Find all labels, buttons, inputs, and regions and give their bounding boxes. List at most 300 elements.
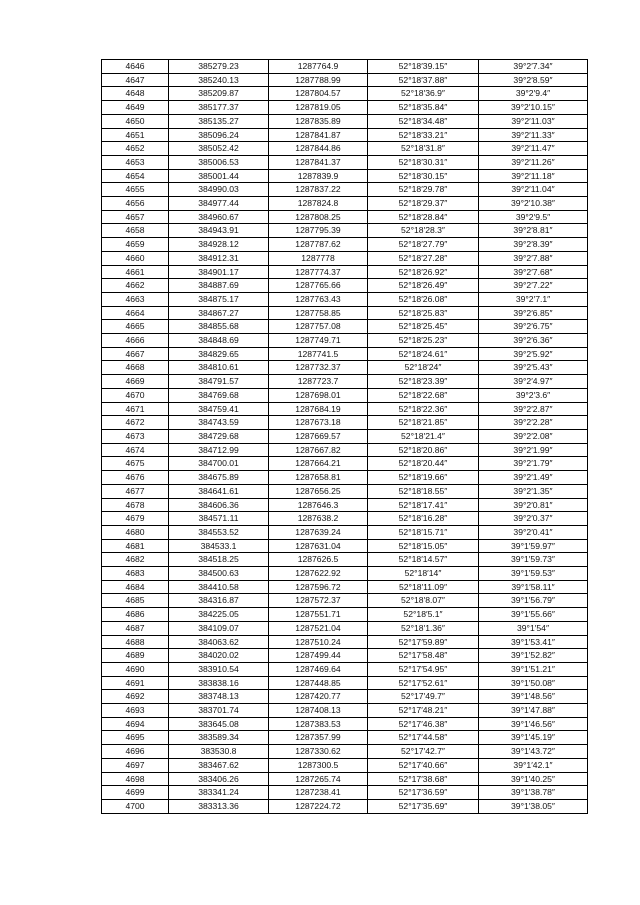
x-coordinate-cell: 384855.68 (169, 320, 269, 334)
longitude-cell: 39°1′43.72″ (479, 745, 588, 759)
x-coordinate-cell: 383838.16 (169, 676, 269, 690)
table-row (102, 87, 588, 101)
x-coordinate-cell: 384928.12 (169, 238, 269, 252)
x-coordinate-cell: 383467.62 (169, 758, 269, 772)
table-row (102, 772, 588, 786)
longitude-cell: 39°1′59.73″ (479, 553, 588, 567)
longitude-cell: 39°2′10.15″ (479, 101, 588, 115)
table-row (102, 101, 588, 115)
point-number-cell: 4648 (102, 87, 169, 101)
latitude-cell: 52°17′52.61″ (368, 676, 479, 690)
latitude-cell: 52°17′36.59″ (368, 786, 479, 800)
x-coordinate-cell: 384571.11 (169, 512, 269, 526)
latitude-cell: 52°18′15.05″ (368, 539, 479, 553)
table-row (102, 416, 588, 430)
x-coordinate-cell: 385001.44 (169, 169, 269, 183)
x-coordinate-cell: 385177.37 (169, 101, 269, 115)
longitude-cell: 39°2′1.79″ (479, 457, 588, 471)
point-number-cell: 4651 (102, 128, 169, 142)
longitude-cell: 39°2′1.35″ (479, 484, 588, 498)
table-row (102, 265, 588, 279)
table-row (102, 429, 588, 443)
table-row (102, 690, 588, 704)
longitude-cell: 39°2′5.92″ (479, 347, 588, 361)
latitude-cell: 52°18′22.36″ (368, 402, 479, 416)
y-coordinate-cell: 1287596.72 (269, 580, 368, 594)
y-coordinate-cell: 1287774.37 (269, 265, 368, 279)
x-coordinate-cell: 384729.68 (169, 429, 269, 443)
point-number-cell: 4662 (102, 279, 169, 293)
latitude-cell: 52°18′5.1″ (368, 608, 479, 622)
latitude-cell: 52°18′24.61″ (368, 347, 479, 361)
x-coordinate-cell: 384867.27 (169, 306, 269, 320)
x-coordinate-cell: 383748.13 (169, 690, 269, 704)
table-row (102, 484, 588, 498)
point-number-cell: 4679 (102, 512, 169, 526)
longitude-cell: 39°1′56.79″ (479, 594, 588, 608)
latitude-cell: 52°18′22.68″ (368, 388, 479, 402)
y-coordinate-cell: 1287804.57 (269, 87, 368, 101)
longitude-cell: 39°1′47.88″ (479, 704, 588, 718)
x-coordinate-cell: 383406.26 (169, 772, 269, 786)
latitude-cell: 52°18′23.39″ (368, 375, 479, 389)
point-number-cell: 4692 (102, 690, 169, 704)
x-coordinate-cell: 385135.27 (169, 114, 269, 128)
x-coordinate-cell: 384887.69 (169, 279, 269, 293)
longitude-cell: 39°1′45.19″ (479, 731, 588, 745)
x-coordinate-cell: 385209.87 (169, 87, 269, 101)
point-number-cell: 4671 (102, 402, 169, 416)
table-row (102, 320, 588, 334)
latitude-cell: 52°18′28.3″ (368, 224, 479, 238)
latitude-cell: 52°17′46.38″ (368, 717, 479, 731)
point-number-cell: 4666 (102, 334, 169, 348)
y-coordinate-cell: 1287765.66 (269, 279, 368, 293)
table-row (102, 635, 588, 649)
table-row (102, 60, 588, 74)
latitude-cell: 52°18′17.41″ (368, 498, 479, 512)
longitude-cell: 39°2′7.88″ (479, 251, 588, 265)
y-coordinate-cell: 1287723.7 (269, 375, 368, 389)
latitude-cell: 52°18′1.36″ (368, 621, 479, 635)
x-coordinate-cell: 383645.08 (169, 717, 269, 731)
point-number-cell: 4672 (102, 416, 169, 430)
longitude-cell: 39°2′8.81″ (479, 224, 588, 238)
y-coordinate-cell: 1287626.5 (269, 553, 368, 567)
table-row (102, 292, 588, 306)
latitude-cell: 52°18′28.84″ (368, 210, 479, 224)
y-coordinate-cell: 1287300.5 (269, 758, 368, 772)
table-row (102, 745, 588, 759)
latitude-cell: 52°17′35.69″ (368, 799, 479, 813)
latitude-cell: 52°18′35.84″ (368, 101, 479, 115)
y-coordinate-cell: 1287763.43 (269, 292, 368, 306)
point-number-cell: 4663 (102, 292, 169, 306)
longitude-cell: 39°1′40.25″ (479, 772, 588, 786)
longitude-cell: 39°2′2.28″ (479, 416, 588, 430)
point-number-cell: 4674 (102, 443, 169, 457)
table-row (102, 621, 588, 635)
table-row (102, 758, 588, 772)
latitude-cell: 52°18′33.21″ (368, 128, 479, 142)
point-number-cell: 4646 (102, 60, 169, 74)
x-coordinate-cell: 384063.62 (169, 635, 269, 649)
x-coordinate-cell: 384769.68 (169, 388, 269, 402)
y-coordinate-cell: 1287819.05 (269, 101, 368, 115)
longitude-cell: 39°1′46.56″ (479, 717, 588, 731)
table-row (102, 128, 588, 142)
longitude-cell: 39°2′10.38″ (479, 197, 588, 211)
longitude-cell: 39°1′38.05″ (479, 799, 588, 813)
y-coordinate-cell: 1287658.81 (269, 471, 368, 485)
latitude-cell: 52°18′20.44″ (368, 457, 479, 471)
latitude-cell: 52°17′54.95″ (368, 662, 479, 676)
point-number-cell: 4690 (102, 662, 169, 676)
longitude-cell: 39°1′55.66″ (479, 608, 588, 622)
point-number-cell: 4670 (102, 388, 169, 402)
longitude-cell: 39°1′53.41″ (479, 635, 588, 649)
x-coordinate-cell: 384641.61 (169, 484, 269, 498)
point-number-cell: 4655 (102, 183, 169, 197)
x-coordinate-cell: 384553.52 (169, 525, 269, 539)
point-number-cell: 4695 (102, 731, 169, 745)
y-coordinate-cell: 1287764.9 (269, 60, 368, 74)
x-coordinate-cell: 383910.54 (169, 662, 269, 676)
y-coordinate-cell: 1287787.62 (269, 238, 368, 252)
x-coordinate-cell: 383701.74 (169, 704, 269, 718)
x-coordinate-cell: 383530.8 (169, 745, 269, 759)
point-number-cell: 4653 (102, 155, 169, 169)
table-row (102, 525, 588, 539)
longitude-cell: 39°1′50.08″ (479, 676, 588, 690)
x-coordinate-cell: 385096.24 (169, 128, 269, 142)
point-number-cell: 4698 (102, 772, 169, 786)
latitude-cell: 52°18′20.86″ (368, 443, 479, 457)
longitude-cell: 39°2′7.34″ (479, 60, 588, 74)
longitude-cell: 39°2′8.39″ (479, 238, 588, 252)
longitude-cell: 39°2′0.81″ (479, 498, 588, 512)
table-row (102, 704, 588, 718)
table-row (102, 306, 588, 320)
longitude-cell: 39°2′6.75″ (479, 320, 588, 334)
x-coordinate-cell: 383313.36 (169, 799, 269, 813)
y-coordinate-cell: 1287639.24 (269, 525, 368, 539)
longitude-cell: 39°2′8.59″ (479, 73, 588, 87)
table-row (102, 567, 588, 581)
y-coordinate-cell: 1287448.85 (269, 676, 368, 690)
table-row (102, 553, 588, 567)
latitude-cell: 52°17′49.7″ (368, 690, 479, 704)
y-coordinate-cell: 1287673.18 (269, 416, 368, 430)
latitude-cell: 52°18′21.85″ (368, 416, 479, 430)
latitude-cell: 52°18′30.31″ (368, 155, 479, 169)
y-coordinate-cell: 1287757.08 (269, 320, 368, 334)
longitude-cell: 39°1′58.11″ (479, 580, 588, 594)
table-row (102, 799, 588, 813)
x-coordinate-cell: 384533.1 (169, 539, 269, 553)
longitude-cell: 39°1′38.78″ (479, 786, 588, 800)
table-row (102, 238, 588, 252)
y-coordinate-cell: 1287646.3 (269, 498, 368, 512)
longitude-cell: 39°2′0.37″ (479, 512, 588, 526)
table-row (102, 334, 588, 348)
y-coordinate-cell: 1287795.39 (269, 224, 368, 238)
point-number-cell: 4652 (102, 142, 169, 156)
longitude-cell: 39°2′5.43″ (479, 361, 588, 375)
table-row (102, 361, 588, 375)
point-number-cell: 4689 (102, 649, 169, 663)
latitude-cell: 52°17′58.48″ (368, 649, 479, 663)
table-row (102, 717, 588, 731)
x-coordinate-cell: 384791.57 (169, 375, 269, 389)
x-coordinate-cell: 384990.03 (169, 183, 269, 197)
x-coordinate-cell: 384712.99 (169, 443, 269, 457)
y-coordinate-cell: 1287383.53 (269, 717, 368, 731)
y-coordinate-cell: 1287839.9 (269, 169, 368, 183)
x-coordinate-cell: 385052.42 (169, 142, 269, 156)
point-number-cell: 4685 (102, 594, 169, 608)
latitude-cell: 52°18′19.66″ (368, 471, 479, 485)
point-number-cell: 4699 (102, 786, 169, 800)
point-number-cell: 4677 (102, 484, 169, 498)
longitude-cell: 39°2′7.68″ (479, 265, 588, 279)
latitude-cell: 52°18′29.37″ (368, 197, 479, 211)
latitude-cell: 52°18′25.23″ (368, 334, 479, 348)
x-coordinate-cell: 384743.59 (169, 416, 269, 430)
point-number-cell: 4647 (102, 73, 169, 87)
x-coordinate-cell: 384875.17 (169, 292, 269, 306)
y-coordinate-cell: 1287684.19 (269, 402, 368, 416)
y-coordinate-cell: 1287841.87 (269, 128, 368, 142)
x-coordinate-cell: 384316.87 (169, 594, 269, 608)
table-row (102, 512, 588, 526)
latitude-cell: 52°18′36.9″ (368, 87, 479, 101)
y-coordinate-cell: 1287669.57 (269, 429, 368, 443)
latitude-cell: 52°18′34.48″ (368, 114, 479, 128)
latitude-cell: 52°17′40.66″ (368, 758, 479, 772)
point-number-cell: 4664 (102, 306, 169, 320)
point-number-cell: 4680 (102, 525, 169, 539)
point-number-cell: 4673 (102, 429, 169, 443)
y-coordinate-cell: 1287664.21 (269, 457, 368, 471)
y-coordinate-cell: 1287469.64 (269, 662, 368, 676)
longitude-cell: 39°2′1.99″ (479, 443, 588, 457)
latitude-cell: 52°18′31.8″ (368, 142, 479, 156)
latitude-cell: 52°17′48.21″ (368, 704, 479, 718)
table-row (102, 251, 588, 265)
y-coordinate-cell: 1287835.89 (269, 114, 368, 128)
latitude-cell: 52°18′29.78″ (368, 183, 479, 197)
point-number-cell: 4661 (102, 265, 169, 279)
x-coordinate-cell: 384518.25 (169, 553, 269, 567)
y-coordinate-cell: 1287837.22 (269, 183, 368, 197)
longitude-cell: 39°2′11.33″ (479, 128, 588, 142)
longitude-cell: 39°1′59.53″ (479, 567, 588, 581)
point-number-cell: 4649 (102, 101, 169, 115)
y-coordinate-cell: 1287656.25 (269, 484, 368, 498)
coordinates-table (101, 59, 588, 814)
table-row (102, 786, 588, 800)
longitude-cell: 39°1′48.56″ (479, 690, 588, 704)
latitude-cell: 52°18′25.83″ (368, 306, 479, 320)
y-coordinate-cell: 1287698.01 (269, 388, 368, 402)
latitude-cell: 52°18′39.15″ (368, 60, 479, 74)
latitude-cell: 52°18′14.57″ (368, 553, 479, 567)
longitude-cell: 39°1′59.97″ (479, 539, 588, 553)
latitude-cell: 52°17′38.68″ (368, 772, 479, 786)
x-coordinate-cell: 384977.44 (169, 197, 269, 211)
latitude-cell: 52°18′25.45″ (368, 320, 479, 334)
point-number-cell: 4678 (102, 498, 169, 512)
point-number-cell: 4682 (102, 553, 169, 567)
latitude-cell: 52°18′26.49″ (368, 279, 479, 293)
y-coordinate-cell: 1287844.86 (269, 142, 368, 156)
latitude-cell: 52°17′59.89″ (368, 635, 479, 649)
longitude-cell: 39°2′3.6″ (479, 388, 588, 402)
point-number-cell: 4683 (102, 567, 169, 581)
x-coordinate-cell: 384943.91 (169, 224, 269, 238)
latitude-cell: 52°18′8.07″ (368, 594, 479, 608)
latitude-cell: 52°18′26.08″ (368, 292, 479, 306)
latitude-cell: 52°17′42.7″ (368, 745, 479, 759)
longitude-cell: 39°2′9.4″ (479, 87, 588, 101)
latitude-cell: 52°18′30.15″ (368, 169, 479, 183)
latitude-cell: 52°18′24″ (368, 361, 479, 375)
latitude-cell: 52°18′26.92″ (368, 265, 479, 279)
table-row (102, 594, 588, 608)
x-coordinate-cell: 384700.01 (169, 457, 269, 471)
point-number-cell: 4681 (102, 539, 169, 553)
point-number-cell: 4659 (102, 238, 169, 252)
y-coordinate-cell: 1287778 (269, 251, 368, 265)
x-coordinate-cell: 384848.69 (169, 334, 269, 348)
x-coordinate-cell: 384675.89 (169, 471, 269, 485)
longitude-cell: 39°1′52.82″ (479, 649, 588, 663)
longitude-cell: 39°2′7.22″ (479, 279, 588, 293)
table-row (102, 539, 588, 553)
table-row (102, 375, 588, 389)
table-row (102, 183, 588, 197)
y-coordinate-cell: 1287521.04 (269, 621, 368, 635)
longitude-cell: 39°2′0.41″ (479, 525, 588, 539)
longitude-cell: 39°2′11.18″ (479, 169, 588, 183)
longitude-cell: 39°2′6.36″ (479, 334, 588, 348)
table-row (102, 142, 588, 156)
x-coordinate-cell: 383341.24 (169, 786, 269, 800)
x-coordinate-cell: 385279.23 (169, 60, 269, 74)
point-number-cell: 4676 (102, 471, 169, 485)
y-coordinate-cell: 1287572.37 (269, 594, 368, 608)
latitude-cell: 52°18′11.09″ (368, 580, 479, 594)
point-number-cell: 4687 (102, 621, 169, 635)
latitude-cell: 52°18′27.28″ (368, 251, 479, 265)
y-coordinate-cell: 1287408.13 (269, 704, 368, 718)
y-coordinate-cell: 1287749.71 (269, 334, 368, 348)
point-number-cell: 4669 (102, 375, 169, 389)
x-coordinate-cell: 384829.65 (169, 347, 269, 361)
coordinates-table-body (102, 60, 588, 814)
table-row (102, 224, 588, 238)
x-coordinate-cell: 384606.36 (169, 498, 269, 512)
x-coordinate-cell: 384759.41 (169, 402, 269, 416)
x-coordinate-cell: 384410.58 (169, 580, 269, 594)
table-row (102, 662, 588, 676)
table-row (102, 498, 588, 512)
table-row (102, 457, 588, 471)
point-number-cell: 4654 (102, 169, 169, 183)
y-coordinate-cell: 1287357.99 (269, 731, 368, 745)
longitude-cell: 39°2′11.04″ (479, 183, 588, 197)
longitude-cell: 39°1′42.1″ (479, 758, 588, 772)
table-row (102, 114, 588, 128)
latitude-cell: 52°18′21.4″ (368, 429, 479, 443)
point-number-cell: 4665 (102, 320, 169, 334)
x-coordinate-cell: 384020.02 (169, 649, 269, 663)
longitude-cell: 39°1′54″ (479, 621, 588, 635)
longitude-cell: 39°1′51.21″ (479, 662, 588, 676)
table-row (102, 731, 588, 745)
point-number-cell: 4658 (102, 224, 169, 238)
longitude-cell: 39°2′11.03″ (479, 114, 588, 128)
longitude-cell: 39°2′7.1″ (479, 292, 588, 306)
latitude-cell: 52°18′37.88″ (368, 73, 479, 87)
table-row (102, 402, 588, 416)
table-row (102, 73, 588, 87)
y-coordinate-cell: 1287238.41 (269, 786, 368, 800)
table-row (102, 649, 588, 663)
x-coordinate-cell: 384225.05 (169, 608, 269, 622)
point-number-cell: 4691 (102, 676, 169, 690)
x-coordinate-cell: 384912.31 (169, 251, 269, 265)
table-row (102, 471, 588, 485)
x-coordinate-cell: 383589.34 (169, 731, 269, 745)
point-number-cell: 4675 (102, 457, 169, 471)
y-coordinate-cell: 1287510.24 (269, 635, 368, 649)
table-row (102, 347, 588, 361)
latitude-cell: 52°18′15.71″ (368, 525, 479, 539)
point-number-cell: 4668 (102, 361, 169, 375)
point-number-cell: 4688 (102, 635, 169, 649)
longitude-cell: 39°2′2.08″ (479, 429, 588, 443)
latitude-cell: 52°17′44.58″ (368, 731, 479, 745)
y-coordinate-cell: 1287330.62 (269, 745, 368, 759)
longitude-cell: 39°2′9.5″ (479, 210, 588, 224)
y-coordinate-cell: 1287631.04 (269, 539, 368, 553)
table-row (102, 443, 588, 457)
point-number-cell: 4694 (102, 717, 169, 731)
table-row (102, 210, 588, 224)
y-coordinate-cell: 1287808.25 (269, 210, 368, 224)
point-number-cell: 4700 (102, 799, 169, 813)
longitude-cell: 39°2′2.87″ (479, 402, 588, 416)
point-number-cell: 4650 (102, 114, 169, 128)
latitude-cell: 52°18′16.28″ (368, 512, 479, 526)
point-number-cell: 4686 (102, 608, 169, 622)
longitude-cell: 39°2′11.47″ (479, 142, 588, 156)
x-coordinate-cell: 384810.61 (169, 361, 269, 375)
y-coordinate-cell: 1287420.77 (269, 690, 368, 704)
y-coordinate-cell: 1287741.5 (269, 347, 368, 361)
y-coordinate-cell: 1287758.85 (269, 306, 368, 320)
y-coordinate-cell: 1287667.82 (269, 443, 368, 457)
latitude-cell: 52°18′18.55″ (368, 484, 479, 498)
latitude-cell: 52°18′27.79″ (368, 238, 479, 252)
point-number-cell: 4660 (102, 251, 169, 265)
y-coordinate-cell: 1287622.92 (269, 567, 368, 581)
y-coordinate-cell: 1287265.74 (269, 772, 368, 786)
y-coordinate-cell: 1287841.37 (269, 155, 368, 169)
point-number-cell: 4667 (102, 347, 169, 361)
